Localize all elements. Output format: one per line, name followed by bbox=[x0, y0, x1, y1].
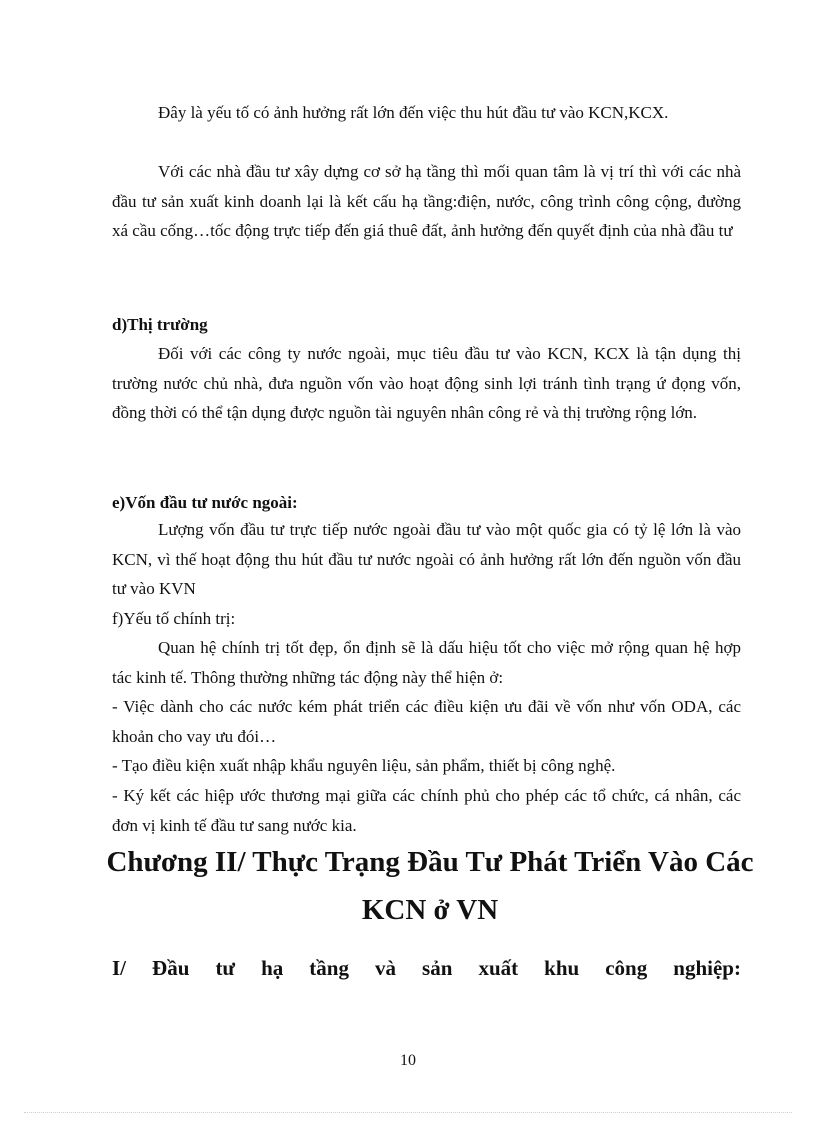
section-heading-word: khu bbox=[544, 956, 580, 980]
paragraph-intro: Đây là yếu tố có ảnh hưởng rất lớn đến việc thu hút đầu tư vào KCN,KCX. bbox=[158, 103, 669, 122]
section-heading-word: nghiệp: bbox=[673, 956, 741, 980]
section-heading-word: sản bbox=[422, 956, 453, 980]
section-heading-word: I/ bbox=[112, 956, 127, 980]
section-heading-word: tầng bbox=[309, 956, 349, 980]
section-heading-word: công bbox=[605, 956, 648, 980]
paragraph-market: Đối với các công ty nước ngoài, mục tiêu đầu tư vào KCN, KCX là tận dụng thị trường nước chủ nhà, đưa nguồn vốn vào hoạt động sinh lợi tránh tình trạng ứ đọng vốn, đồng thời có thể tận dụng được nguồn tài nguyên nhân công rẻ và thị trường rộng lớn. bbox=[112, 344, 741, 422]
heading-politics: f)Yếu tố chính trị: bbox=[112, 609, 236, 628]
bullet-oda: - Việc dành cho các nước kém phát triển các điều kiện ưu đãi về vốn như vốn ODA, các khoản cho vay ưu đói… bbox=[112, 697, 741, 746]
chapter-title: Chương II/ Thực Trạng Đầu Tư Phát Triển Vào Các KCN ở VN bbox=[106, 846, 754, 926]
page-bottom-divider bbox=[24, 1112, 792, 1113]
section-heading bbox=[112, 956, 741, 981]
section-heading-word: hạ bbox=[261, 956, 284, 980]
page-number: 10 bbox=[400, 1052, 416, 1069]
section-heading-word: xuất bbox=[478, 956, 519, 980]
paragraph-infrastructure: Với các nhà đầu tư xây dựng cơ sở hạ tầng thì mối quan tâm là vị trí thì với các nhà đầu tư sản xuất kinh doanh lại là kết cấu hạ tầng:điện, nước, công trình công cộng, đường xá cầu cống…tốc động trực tiếp đến giá thuê đất, ảnh hưởng đến quyết định của nhà đầu tư bbox=[112, 162, 741, 240]
section-heading-word: và bbox=[375, 956, 397, 980]
section-heading-word: Đầu bbox=[152, 956, 190, 980]
bullet-trade-agreements: - Ký kết các hiệp ước thương mại giữa các chính phủ cho phép các tổ chức, cá nhân, các đơn vị kinh tế đầu tư sang nước kia. bbox=[112, 786, 741, 835]
bullet-import-export: - Tạo điều kiện xuất nhập khẩu nguyên liệu, sản phẩm, thiết bị công nghệ. bbox=[112, 756, 616, 775]
section-heading-word: tư bbox=[215, 956, 236, 980]
paragraph-politics: Quan hệ chính trị tốt đẹp, ổn định sẽ là dấu hiệu tốt cho việc mở rộng quan hệ hợp tác kinh tế. Thông thường những tác động này thể hiện ở: bbox=[112, 638, 741, 687]
paragraph-foreign-capital: Lượng vốn đầu tư trực tiếp nước ngoài đầu tư vào một quốc gia có tỷ lệ lớn là vào KCN, vì thế hoạt động thu hút đầu tư nước ngoài có ảnh hưởng rất lớn đến nguồn vốn đầu tư vào KVN bbox=[112, 520, 741, 598]
heading-foreign-capital: e)Vốn đầu tư nước ngoài: bbox=[112, 493, 298, 512]
heading-market: d)Thị trường bbox=[112, 315, 208, 334]
